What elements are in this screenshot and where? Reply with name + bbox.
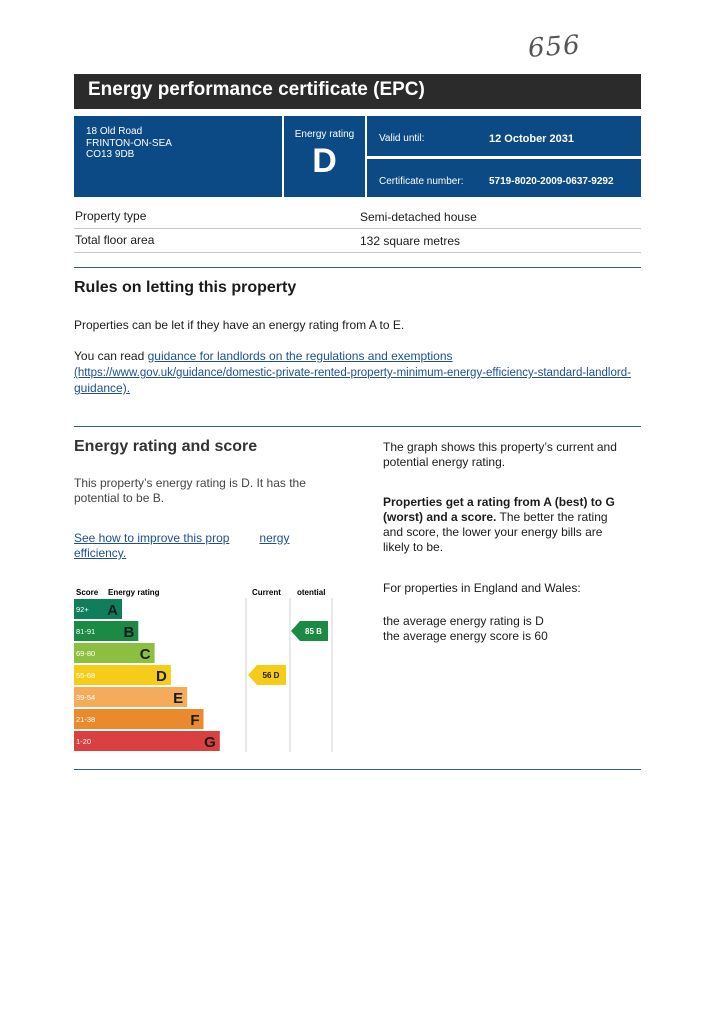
band-b-letter: B bbox=[123, 624, 135, 641]
letting-para-2 bbox=[74, 349, 644, 364]
property-type-row bbox=[74, 206, 641, 229]
average-rating-line: the average energy rating is D bbox=[383, 614, 544, 628]
address-box bbox=[74, 116, 282, 197]
chart-header-score: Score bbox=[76, 588, 99, 597]
floor-area-value: 132 square metres bbox=[360, 234, 461, 248]
band-e-range: 39-54 bbox=[76, 693, 96, 702]
score-heading: Energy rating and score bbox=[74, 438, 258, 455]
rating-explanation-bold-2: (worst) and a score. bbox=[383, 510, 497, 524]
graph-explanation-line-1: The graph shows this property’s current and bbox=[383, 440, 617, 454]
section-divider-3 bbox=[74, 769, 641, 770]
band-a-letter: A bbox=[107, 602, 118, 619]
floor-area-label: Total floor area bbox=[75, 233, 155, 247]
guidance-url-line-2-link[interactable]: guidance). bbox=[74, 381, 131, 395]
band-d-letter: D bbox=[156, 668, 167, 685]
property-type-label: Property type bbox=[75, 209, 147, 223]
band-b-range: 81-91 bbox=[76, 627, 96, 636]
england-wales-label: For properties in England and Wales: bbox=[383, 581, 581, 595]
band-f-range: 21-38 bbox=[76, 715, 96, 724]
energy-rating-box bbox=[284, 116, 365, 197]
score-line-1: This property’s energy rating is D. It has the bbox=[74, 476, 306, 490]
potential-rating-label: 85 B bbox=[305, 627, 322, 636]
band-g-range: 1-20 bbox=[76, 737, 92, 746]
average-ratings bbox=[383, 614, 633, 644]
band-g-bar bbox=[74, 731, 220, 751]
document-title: Energy performance certificate (EPC) bbox=[74, 74, 641, 109]
band-d-range: 55-68 bbox=[76, 671, 96, 680]
valid-until-label: Valid until: bbox=[379, 133, 425, 144]
floor-area-row bbox=[74, 230, 641, 253]
certificate-number-value: 5719-8020-2009-0637-9292 bbox=[489, 176, 614, 187]
valid-until-value: 12 October 2031 bbox=[489, 133, 574, 145]
improve-efficiency-link-a[interactable]: See how to improve this prop bbox=[74, 531, 230, 545]
energy-rating-letter: D bbox=[312, 142, 337, 180]
chart-header-current: Current bbox=[252, 588, 281, 597]
graph-explanation-line-2: potential energy rating. bbox=[383, 455, 506, 469]
letting-heading: Rules on letting this property bbox=[74, 279, 297, 296]
property-type-value: Semi-detached house bbox=[360, 210, 477, 224]
address-line-3: CO13 9DB bbox=[86, 149, 135, 160]
rating-explanation-rest-2: The better the rating bbox=[496, 510, 608, 524]
address-line-2: FRINTON-ON-SEA bbox=[86, 137, 172, 149]
address-line-1: 18 Old Road bbox=[86, 126, 143, 137]
score-line-2: potential to be B. bbox=[74, 491, 165, 505]
graph-explanation bbox=[383, 440, 633, 470]
band-c-range: 69-80 bbox=[76, 649, 96, 658]
energy-rating-chart bbox=[74, 585, 336, 753]
current-rating-label: 56 D bbox=[262, 671, 280, 680]
improve-link-line-1 bbox=[74, 531, 314, 546]
average-score-line: the average energy score is 60 bbox=[383, 629, 548, 643]
rating-explanation-bold-1: Properties get a rating from A (best) to G bbox=[383, 495, 615, 509]
letting-para-1: Properties can be let if they have an energy rating from A to E. bbox=[74, 318, 405, 332]
band-c-letter: C bbox=[139, 646, 151, 663]
guidance-url-line-1[interactable]: (https://www.gov.uk/guidance/domestic-private-rented-property-minimum-energy-efficiency-standard-landlord- bbox=[74, 367, 631, 379]
guidance-url-line-2 bbox=[74, 381, 130, 396]
band-a-range: 92+ bbox=[76, 605, 89, 614]
band-g-letter: G bbox=[204, 734, 216, 751]
chart-header-potential: otential bbox=[297, 588, 326, 597]
rating-explanation bbox=[383, 495, 633, 555]
chart-header-rating: Energy rating bbox=[108, 588, 160, 597]
band-e-letter: E bbox=[173, 690, 184, 707]
energy-rating-label: Energy rating bbox=[294, 129, 355, 140]
section-divider-2 bbox=[74, 426, 641, 427]
rating-explanation-line-3: and score, the lower your energy bills are bbox=[383, 525, 603, 539]
rating-explanation-line-2 bbox=[383, 510, 633, 525]
improve-link-line-2 bbox=[74, 546, 126, 561]
improve-efficiency-link-c[interactable]: efficiency. bbox=[74, 546, 127, 560]
landlord-guidance-link[interactable]: guidance for landlords on the regulations and exemptions bbox=[147, 349, 453, 363]
valid-until-box bbox=[367, 116, 641, 156]
letting-para-2-prefix: You can read bbox=[74, 349, 148, 363]
certificate-number-box bbox=[367, 159, 641, 197]
improve-efficiency-link-b[interactable]: nergy bbox=[259, 531, 290, 545]
handwritten-page-number: 656 bbox=[527, 30, 582, 64]
certificate-number-label: Certificate number: bbox=[379, 176, 464, 187]
band-f-letter: F bbox=[190, 712, 200, 729]
rating-explanation-line-4: likely to be. bbox=[383, 540, 444, 554]
section-divider bbox=[74, 267, 641, 268]
